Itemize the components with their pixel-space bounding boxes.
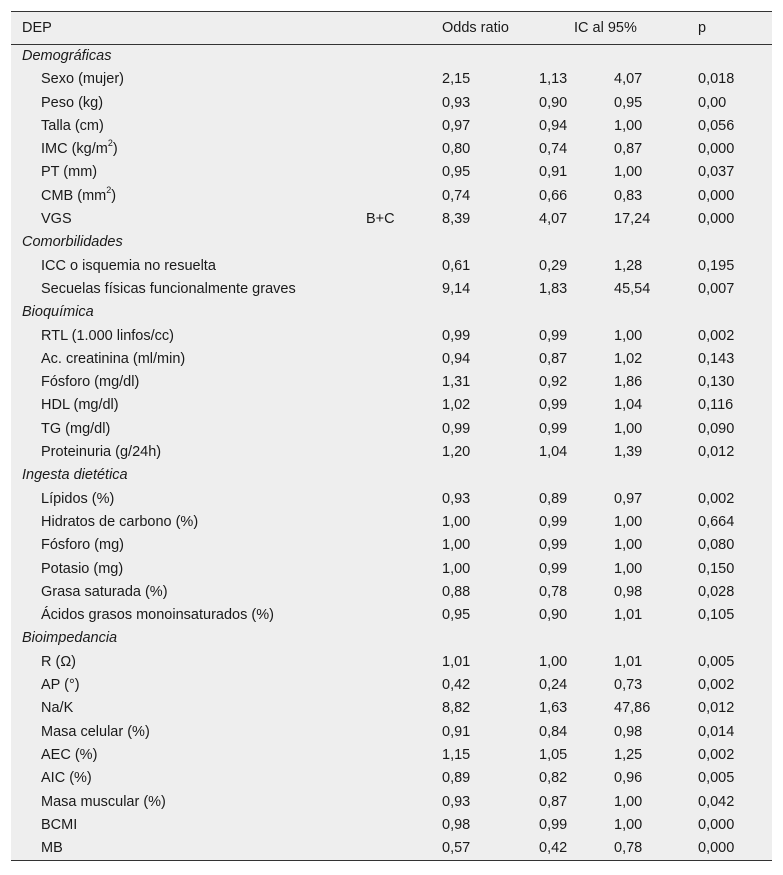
odds-ratio-value: 1,02: [442, 397, 471, 414]
group-title: Bioimpedancia: [22, 630, 118, 647]
table-row: [11, 674, 772, 697]
odds-ratio-value: 0,98: [442, 816, 471, 833]
ci-upper-value: 1,04: [614, 397, 643, 414]
row-label-text: Na/K: [41, 700, 74, 717]
row-label: [41, 744, 97, 767]
odds-ratio-value: 0,80: [442, 141, 471, 158]
table-row: [11, 115, 772, 138]
ci-upper-value: 1,00: [614, 816, 643, 833]
table-row: [11, 371, 772, 394]
p-value: 0,005: [698, 770, 735, 787]
row-label-suffix: ): [112, 141, 118, 158]
row-label-text: TG (mg/dl): [41, 420, 111, 437]
ci-upper-value: 47,86: [614, 700, 651, 717]
table-row: [11, 837, 772, 860]
group-header-row: [11, 627, 772, 650]
odds-ratio-value: 0,91: [442, 723, 471, 740]
row-label: [41, 161, 97, 184]
odds-ratio-value: 0,95: [442, 607, 471, 624]
ci-upper-value: 0,73: [614, 677, 643, 694]
p-value: 0,056: [698, 117, 735, 134]
p-value: 0,664: [698, 513, 735, 530]
row-label: [41, 558, 123, 581]
ci-lower-value: 0,82: [539, 770, 568, 787]
p-value: 0,000: [698, 840, 735, 857]
odds-ratio-value: 1,00: [442, 560, 471, 577]
table-row: [11, 161, 772, 184]
ci-upper-value: 0,97: [614, 490, 643, 507]
ci-upper-value: 0,87: [614, 141, 643, 158]
row-label-text: Secuelas físicas funcionalmente graves: [41, 280, 296, 297]
row-label-text: Masa celular (%): [41, 723, 150, 740]
ci-upper-value: 1,00: [614, 117, 643, 134]
ci-lower-value: 1,13: [539, 71, 568, 88]
odds-ratio-value: 0,97: [442, 117, 471, 134]
row-label-text: Potasio (mg): [41, 560, 124, 577]
odds-ratio-value: 0,89: [442, 770, 471, 787]
odds-ratio-value: 0,42: [442, 677, 471, 694]
row-label-text: Fósforo (mg/dl): [41, 374, 140, 391]
p-value: 0,028: [698, 583, 735, 600]
row-label: [41, 721, 150, 744]
row-label: [41, 138, 118, 161]
row-label: [41, 255, 216, 278]
row-label-text: Masa muscular (%): [41, 793, 166, 810]
table-row: [11, 255, 772, 278]
row-label-text: AEC (%): [41, 746, 98, 763]
row-label: [41, 68, 124, 91]
p-value: 0,014: [698, 723, 735, 740]
ci-lower-value: 0,42: [539, 840, 568, 857]
p-value: 0,090: [698, 420, 735, 437]
ci-upper-value: 1,00: [614, 327, 643, 344]
row-label: [41, 371, 139, 394]
header-ic: IC al 95%: [574, 20, 637, 36]
group-header-row: [11, 301, 772, 324]
ci-lower-value: 1,83: [539, 280, 568, 297]
p-value: 0,130: [698, 374, 735, 391]
ci-lower-value: 0,99: [539, 537, 568, 554]
p-value: 0,002: [698, 677, 735, 694]
row-label-text: Fósforo (mg): [41, 537, 124, 554]
odds-ratio-value: 0,88: [442, 583, 471, 600]
ci-upper-value: 0,98: [614, 583, 643, 600]
p-value: 0,143: [698, 350, 735, 367]
ci-lower-value: 0,90: [539, 94, 568, 111]
row-category: B+C: [366, 211, 395, 228]
odds-ratio-value: 0,57: [442, 840, 471, 857]
row-label: [41, 394, 119, 417]
group-header-row: [11, 45, 772, 68]
p-value: 0,000: [698, 187, 735, 204]
p-value: 0,105: [698, 607, 735, 624]
row-label: [41, 325, 174, 348]
row-label-text: BCMI: [41, 816, 78, 833]
ci-lower-value: 0,99: [539, 327, 568, 344]
row-label: [41, 511, 198, 534]
ci-upper-value: 0,98: [614, 723, 643, 740]
row-label: [41, 651, 76, 674]
superscript: 2: [106, 184, 112, 195]
row-label-text: Hidratos de carbono (%): [41, 513, 199, 530]
group-title: Demográficas: [22, 48, 112, 64]
ci-lower-value: 4,07: [539, 211, 568, 228]
ci-upper-value: 1,28: [614, 257, 643, 274]
table-row: [11, 651, 772, 674]
odds-ratio-value: 1,01: [442, 653, 471, 670]
ci-upper-value: 1,00: [614, 560, 643, 577]
p-value: 0,037: [698, 164, 735, 181]
odds-ratio-value: 0,93: [442, 94, 471, 111]
p-value: 0,002: [698, 327, 735, 344]
group-title: Comorbilidades: [22, 234, 123, 251]
ci-upper-value: 1,01: [614, 607, 643, 624]
p-value: 0,005: [698, 653, 735, 670]
table-row: [11, 185, 772, 208]
group-title: Bioquímica: [22, 304, 94, 321]
row-label: [41, 441, 161, 464]
ci-upper-value: 1,00: [614, 420, 643, 437]
odds-ratio-value: 0,99: [442, 327, 471, 344]
p-value: 0,080: [698, 537, 735, 554]
table-row: [11, 68, 772, 91]
ci-upper-value: 1,01: [614, 653, 643, 670]
odds-ratio-value: 0,95: [442, 164, 471, 181]
row-label: [41, 208, 72, 231]
table-header: [11, 12, 772, 45]
table-row: [11, 325, 772, 348]
row-label-text: ICC o isquemia no resuelta: [41, 257, 216, 274]
row-label-text: MB: [41, 840, 63, 857]
row-label-text: RTL (1.000 linfos/cc): [41, 327, 174, 344]
odds-ratio-value: 1,00: [442, 537, 471, 554]
table-row: [11, 488, 772, 511]
ci-upper-value: 1,86: [614, 374, 643, 391]
row-label: [41, 185, 116, 208]
ci-upper-value: 1,00: [614, 537, 643, 554]
table-row: [11, 814, 772, 837]
odds-ratio-value: 0,61: [442, 257, 471, 274]
p-value: 0,000: [698, 141, 735, 158]
row-label: [41, 488, 114, 511]
row-label-text: Grasa saturada (%): [41, 583, 168, 600]
table-row: [11, 92, 772, 115]
row-label-text: Sexo (mujer): [41, 71, 124, 88]
row-label: [41, 581, 168, 604]
odds-ratio-value: 8,82: [442, 700, 471, 717]
odds-ratio-value: 9,14: [442, 280, 471, 297]
ci-lower-value: 0,89: [539, 490, 568, 507]
odds-ratio-value: 1,20: [442, 444, 471, 461]
ci-upper-value: 1,39: [614, 444, 643, 461]
row-label-text: AIC (%): [41, 770, 92, 787]
p-value: 0,012: [698, 700, 735, 717]
table-body: [11, 45, 772, 860]
header-p: p: [698, 20, 707, 36]
p-value: 0,042: [698, 793, 735, 810]
ci-lower-value: 0,91: [539, 164, 568, 181]
table-row: [11, 394, 772, 417]
row-label: [41, 767, 92, 790]
ci-upper-value: 1,00: [614, 513, 643, 530]
ci-lower-value: 0,92: [539, 374, 568, 391]
superscript: 2: [107, 138, 113, 149]
odds-ratio-value: 1,31: [442, 374, 471, 391]
row-label: [41, 348, 185, 371]
ci-lower-value: 0,99: [539, 513, 568, 530]
table-row: [11, 767, 772, 790]
group-header-row: [11, 231, 772, 254]
ci-lower-value: 1,63: [539, 700, 568, 717]
group-header-row: [11, 464, 772, 487]
ci-upper-value: 4,07: [614, 71, 643, 88]
ci-lower-value: 0,74: [539, 141, 568, 158]
table-row: [11, 581, 772, 604]
p-value: 0,012: [698, 444, 735, 461]
ci-upper-value: 0,95: [614, 94, 643, 111]
ci-upper-value: 1,00: [614, 164, 643, 181]
ci-lower-value: 0,66: [539, 187, 568, 204]
group-title: Ingesta dietética: [22, 467, 128, 484]
odds-ratio-value: 0,74: [442, 187, 471, 204]
row-label-text: PT (mm): [41, 164, 98, 181]
ci-upper-value: 45,54: [614, 280, 651, 297]
odds-ratio-value: 0,93: [442, 490, 471, 507]
row-label: [41, 92, 103, 115]
row-label-text: Proteinuria (g/24h): [41, 444, 162, 461]
row-label-text: AP (°): [41, 677, 80, 694]
odds-ratio-value: 1,15: [442, 746, 471, 763]
row-label: [41, 534, 124, 557]
row-label: [41, 278, 296, 301]
ci-upper-value: 0,78: [614, 840, 643, 857]
row-label-text: Ac. creatinina (ml/min): [41, 350, 186, 367]
p-value: 0,150: [698, 560, 735, 577]
ci-lower-value: 0,24: [539, 677, 568, 694]
row-label-text: Lípidos (%): [41, 490, 115, 507]
odds-ratio-value: 1,00: [442, 513, 471, 530]
ci-upper-value: 0,96: [614, 770, 643, 787]
odds-ratio-value: 0,99: [442, 420, 471, 437]
ci-lower-value: 0,87: [539, 793, 568, 810]
row-label-text: Talla (cm): [41, 117, 104, 134]
ci-lower-value: 0,94: [539, 117, 568, 134]
row-label-text: HDL (mg/dl): [41, 397, 119, 414]
table-row: [11, 534, 772, 557]
table-row: [11, 278, 772, 301]
odds-ratio-value: 0,94: [442, 350, 471, 367]
ci-lower-value: 0,29: [539, 257, 568, 274]
row-label: [41, 837, 63, 860]
table-row: [11, 348, 772, 371]
data-table: [11, 11, 772, 861]
table-row: [11, 208, 772, 231]
row-label-suffix: ): [111, 187, 117, 204]
p-value: 0,007: [698, 280, 735, 297]
odds-ratio-value: 8,39: [442, 211, 471, 228]
ci-lower-value: 1,05: [539, 746, 568, 763]
ci-upper-value: 17,24: [614, 211, 651, 228]
row-label-text: VGS: [41, 211, 72, 228]
p-value: 0,116: [698, 397, 734, 414]
ci-upper-value: 1,02: [614, 350, 643, 367]
row-label-text: Ácidos grasos monoinsaturados (%): [41, 607, 274, 624]
ci-lower-value: 0,99: [539, 560, 568, 577]
ci-upper-value: 0,83: [614, 187, 643, 204]
ci-upper-value: 1,00: [614, 793, 643, 810]
row-label: [41, 697, 73, 720]
table-row: [11, 441, 772, 464]
ci-upper-value: 1,25: [614, 746, 643, 763]
ci-lower-value: 0,78: [539, 583, 568, 600]
odds-ratio-value: 2,15: [442, 71, 471, 88]
p-value: 0,00: [698, 94, 727, 111]
row-label: [41, 791, 166, 814]
header-dep: DEP: [22, 20, 52, 36]
p-value: 0,018: [698, 71, 735, 88]
ci-lower-value: 0,99: [539, 397, 568, 414]
table-row: [11, 511, 772, 534]
table-row: [11, 791, 772, 814]
ci-lower-value: 0,87: [539, 350, 568, 367]
ci-lower-value: 1,04: [539, 444, 568, 461]
ci-lower-value: 0,90: [539, 607, 568, 624]
row-label: [41, 814, 77, 837]
ci-lower-value: 1,00: [539, 653, 568, 670]
ci-lower-value: 0,84: [539, 723, 568, 740]
row-label: [41, 604, 274, 627]
row-label-text: Peso (kg): [41, 94, 104, 111]
p-value: 0,195: [698, 257, 735, 274]
p-value: 0,000: [698, 211, 735, 228]
table-row: [11, 418, 772, 441]
header-odds-ratio: Odds ratio: [442, 20, 509, 36]
row-label-text: R (Ω): [41, 653, 76, 670]
table-row: [11, 558, 772, 581]
table-row: [11, 604, 772, 627]
row-label-text: CMB (mm: [41, 187, 107, 204]
row-label: [41, 115, 104, 138]
row-label-text: IMC (kg/m: [41, 141, 108, 158]
row-label: [41, 674, 80, 697]
table-row: [11, 721, 772, 744]
ci-lower-value: 0,99: [539, 816, 568, 833]
table-row: [11, 697, 772, 720]
table-row: [11, 744, 772, 767]
table-row: [11, 138, 772, 161]
ci-lower-value: 0,99: [539, 420, 568, 437]
row-label: [41, 418, 110, 441]
p-value: 0,002: [698, 490, 735, 507]
p-value: 0,000: [698, 816, 735, 833]
p-value: 0,002: [698, 746, 735, 763]
odds-ratio-value: 0,93: [442, 793, 471, 810]
